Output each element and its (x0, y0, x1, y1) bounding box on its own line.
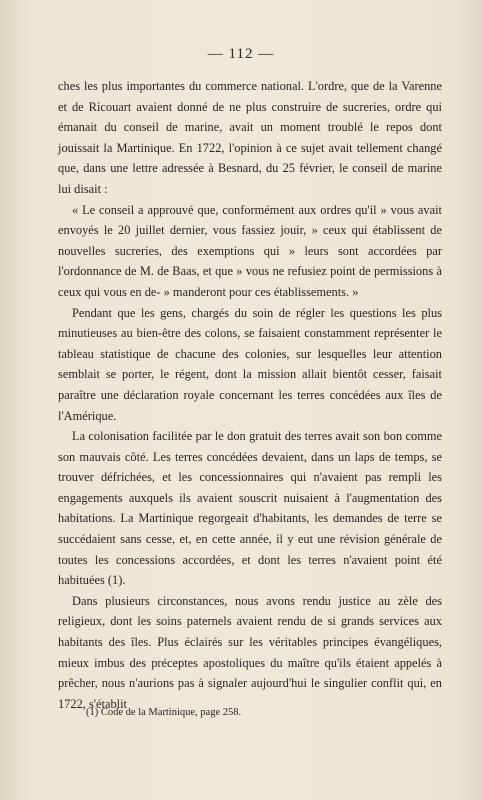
paragraph-religieux: Dans plusieurs circonstances, nous avons rendu justice au zèle des religieux, dont les soins paternels avaient rendu de si grands services aux habitants des îles. Plus éclairés sur les véritables principes évangéliques, mieux imbus des préceptes apostoliques du maître qu'ils étaient appelés à prêcher, nous n'aurions pas à signaler aujourd'hui le singulier conflit qui, en 1722, s'établit (58, 593, 442, 711)
paragraph-regent: Pendant que les gens, chargés du soin de régler les questions les plus minutieuses au bien-être des colons, se faisaient constamment représenter le tableau statistique de chacune des colonies, sur lesquelles leur attention semblait se porter, le régent, dont la mission allait bientôt cesser, faisait paraître une déclaration royale concernant les terres concédées aux îles de l'Amérique. (58, 305, 442, 423)
page-number: — 112 — (207, 46, 275, 62)
paragraph-continued: ches les plus importantes du commerce national. L'ordre, que de la Varenne et de Ricouart avaient donné de ne plus construire de sucreries, ordre qui émanait du conseil de marine, avait un moment troublé le repos dont jouissait la Martinique. En 1722, l'opinion à ce sujet avait tellement changé que, dans une lettre adressée à Besnard, du 25 février, le conseil de marine lui disait : (58, 79, 442, 196)
page-body (58, 76, 442, 714)
paragraph-colonisation: La colonisation facilitée par le don gratuit des terres avait son bon comme son mauvais côté. Les terres concédées devaient, dans un laps de temps, se trouver défrichées, et les concessionnaires qui n'avaient pas rempli les engagements auxquels ils avaient souscrit nuisaient à l'augmentation des habitations. La Martinique regorgeait d'habitants, les demandes de terre se succédaient sans cesse, et, en cette année, il y eut une révision générale de toutes les concessions accordées, et dont les terres n'avaient point été habituées (1). (58, 429, 442, 588)
quoted-letter: « Le conseil a approuvé que, conformément aux ordres qu'il » vous avait envoyés le 20 juillet dernier, vous fassiez jouir, » ceux qui établissent de nouvelles sucreries, des exemptions qui » leurs sont accordées par l'ordonnance de M. de Baas, et que » vous ne refusiez point de permissions à ceux qui vous en de- » manderont pour ces établissements. » (58, 202, 442, 299)
footnote: (1) Code de la Martinique, page 258. (86, 707, 242, 718)
